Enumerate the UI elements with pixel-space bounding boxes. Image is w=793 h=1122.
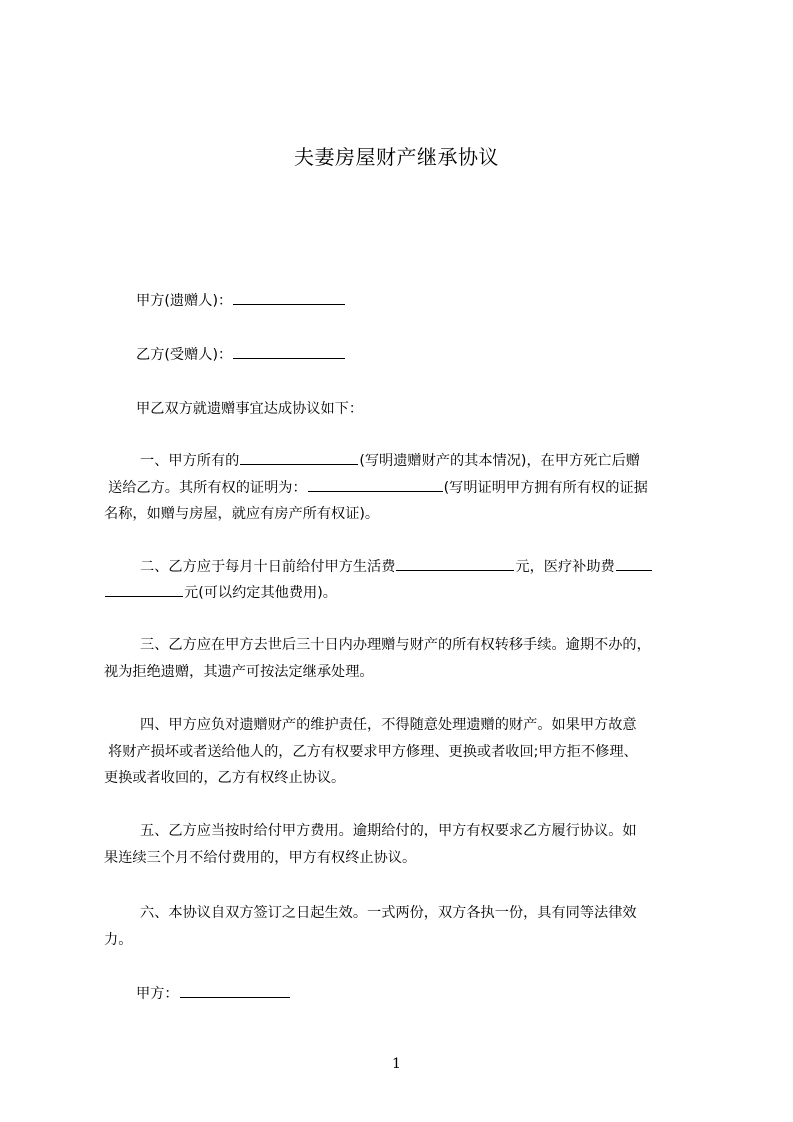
clause4-line2: 将财产损坏或者送给他人的，乙方有权要求甲方修理、更换或者收回;甲方拒不修理、 <box>108 744 638 760</box>
party-b-label: 乙方(受赠人)： <box>136 347 233 363</box>
medical-subsidy-blank-part1 <box>616 556 652 571</box>
party-a-line <box>136 290 736 312</box>
clause4-line3: 更换或者收回的，乙方有权终止协议。 <box>104 770 346 786</box>
medical-subsidy-blank-part2 <box>105 582 183 597</box>
party-a-label: 甲方(遗赠人)： <box>136 293 233 309</box>
clause1-text-d: (写明证明甲方拥有所有权的证据 <box>443 480 648 496</box>
clause2-text-c: 元(可以约定其他费用)。 <box>184 585 337 601</box>
clause4-line1: 四、甲方应负对遗赠财产的维护责任，不得随意处理遗赠的财产。如果甲方故意 <box>140 717 637 733</box>
clause2-text-b: 元，医疗补助费 <box>515 559 615 575</box>
signature-a-blank <box>180 983 290 998</box>
clause5-line2: 果连续三个月不给付费用的，甲方有权终止协议。 <box>104 850 417 866</box>
living-expense-blank <box>396 556 514 571</box>
clause1-line2 <box>108 477 708 499</box>
clause1-text-b: (写明遗赠财产的其本情况)，在甲方死亡后赠 <box>359 453 640 469</box>
signature-a-line <box>136 983 736 1005</box>
clause2-text-a: 二、乙方应于每月十日前给付甲方生活费 <box>140 559 396 575</box>
property-blank <box>240 450 358 465</box>
clause2-line1 <box>140 556 740 578</box>
clause2-line2 <box>104 582 704 604</box>
clause1-line3: 名称，如赠与房屋，就应有房产所有权证)。 <box>104 506 380 522</box>
clause3-line2: 视为拒绝遗赠，其遗产可按法定继承处理。 <box>104 664 374 680</box>
signature-a-label: 甲方： <box>136 986 179 1002</box>
clause1-line1 <box>140 450 740 472</box>
intro-line: 甲乙双方就遗赠事宜达成协议如下： <box>136 401 364 417</box>
clause3-line1: 三、乙方应在甲方去世后三十日内办理赠与财产的所有权转移手续。逾期不办的， <box>140 637 651 653</box>
clause5-line1: 五、乙方应当按时给付甲方费用。逾期给付的，甲方有权要求乙方履行协议。如 <box>140 823 637 839</box>
clause1-text-a: 一、甲方所有的 <box>140 453 240 469</box>
clause6-line1: 六、本协议自双方签订之日起生效。一式两份，双方各执一份，具有同等法律效 <box>140 905 637 921</box>
clause1-text-c: 送给乙方。其所有权的证明为： <box>108 480 307 496</box>
clause6-line2: 力。 <box>104 932 133 948</box>
party-b-blank <box>233 344 345 359</box>
page-number: 1 <box>392 1056 401 1072</box>
document-title: 夫妻房屋财产继承协议 <box>294 145 499 169</box>
party-a-blank <box>233 290 345 305</box>
party-b-line <box>136 344 736 366</box>
ownership-proof-blank <box>308 477 443 492</box>
